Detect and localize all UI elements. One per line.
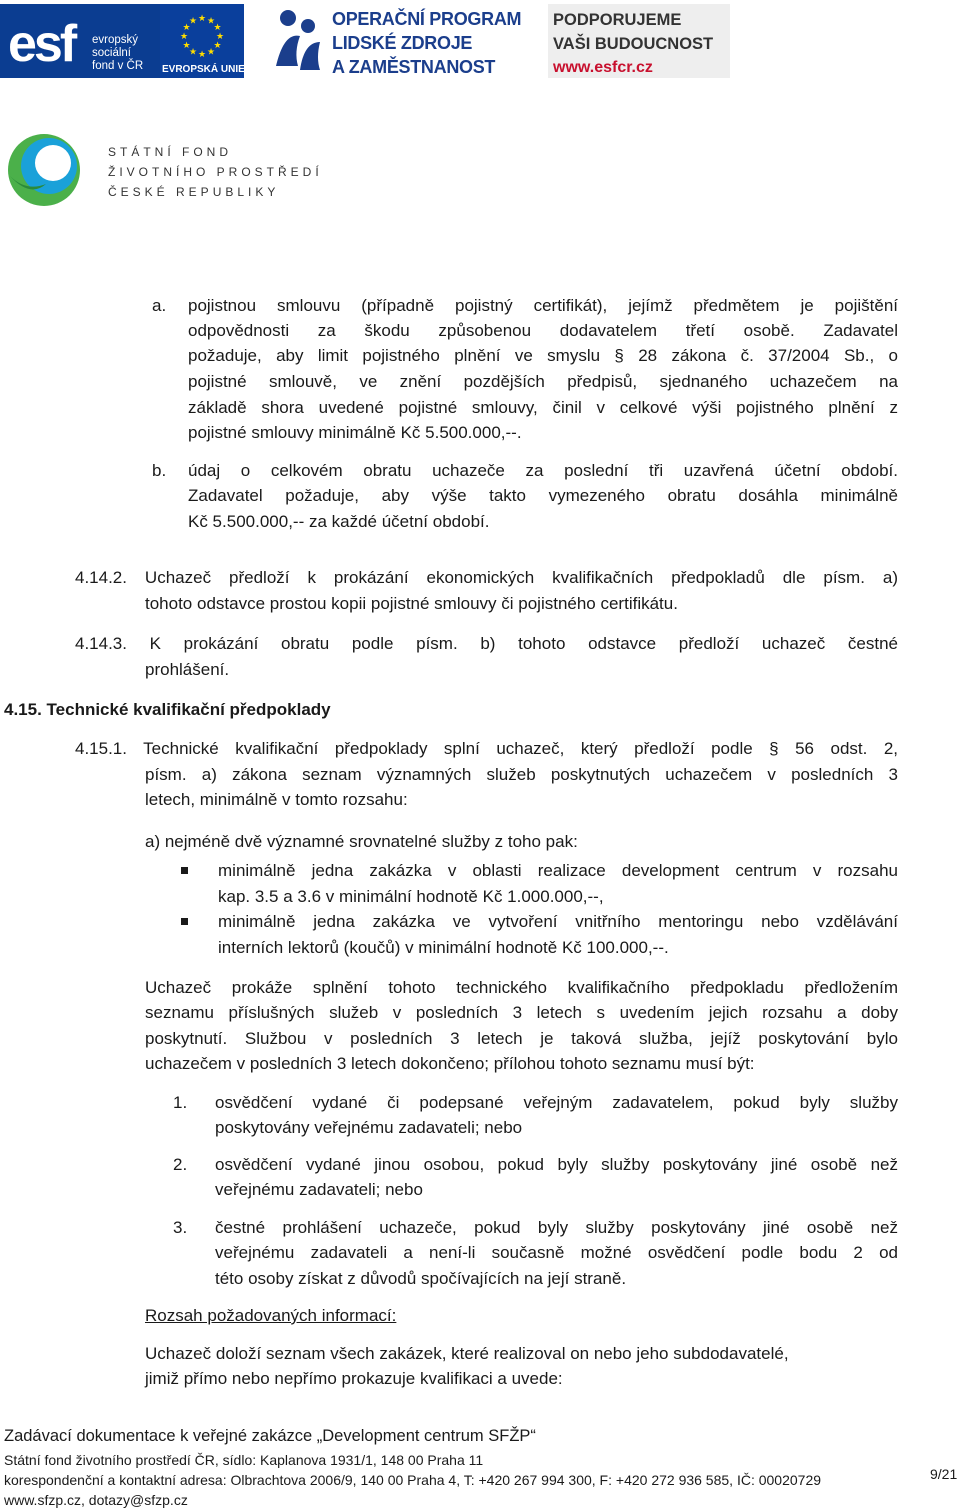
para-4-15-1-cont: letech, minimálně v tomto rozsahu: — [145, 790, 408, 809]
item-a-line: pojistné smlouvy minimálně Kč 5.500.000,--. — [188, 423, 522, 442]
numbered-line: této osoby získat z důvodů spočívajících na její straně. — [215, 1269, 627, 1288]
numbered-line: veřejnému zadavateli a není-li současně možné osvědčení podle bodu 2 od — [215, 1243, 898, 1262]
svg-text:★: ★ — [213, 23, 222, 33]
item-b-line: údaj o celkovém obratu uchazeče za poslední tři uzavřená účetní období. — [188, 461, 898, 480]
item-b-line: Zadavatel požaduje, aby výše takto vymezeného obratu dosáhla minimálně — [188, 486, 898, 505]
bullet-square-icon — [181, 918, 188, 925]
bullet-line: minimálně jedna zakázka v oblasti realizace development centrum v rozsahu — [218, 861, 898, 880]
numbered-line: čestné prohlášení uchazeče, pokud byly služby poskytovány jiné osobě než — [215, 1218, 898, 1237]
support-web: www.esfcr.cz — [553, 59, 653, 76]
support-line-2: VAŠI BUDOUCNOST — [553, 35, 714, 53]
svg-text:★: ★ — [197, 50, 207, 60]
sfzp-logo-icon — [6, 132, 82, 208]
page-number: 9/21 — [930, 1466, 958, 1482]
item-a-line: základě shora uvedené pojistné smlouvy, činil v celkové výši pojistného plnění z — [188, 398, 898, 417]
svg-text:★: ★ — [188, 47, 198, 58]
sfzp-line-3: ČESKÉ REPUBLIKY — [108, 185, 280, 199]
para-4-14-3: 4.14.3. K prokázání obratu podle písm. b) tohoto odstavce předloží uchazeč čestné — [75, 634, 898, 653]
para-4-14-2: 4.14.2. Uchazeč předloží k prokázání ekonomických kvalifikačních předpokladů dle písm. a) — [75, 568, 898, 587]
bullet-square-icon — [181, 867, 188, 874]
numbered-marker: 1. — [173, 1093, 188, 1112]
svg-text:★: ★ — [182, 41, 191, 51]
para-4-15-1-cont: písm. a) zákona seznam významných služeb poskytnutých uchazečem v posledních 3 — [145, 765, 898, 784]
logo-bar — [0, 0, 730, 80]
svg-text:★: ★ — [188, 16, 198, 27]
bullet-line: minimálně jedna zakázka ve vytvoření vnitřního mentoringu nebo vzdělávání — [218, 912, 898, 931]
item-b-line: Kč 5.500.000,-- za každé účetní období. — [188, 512, 490, 531]
item-a-marker: a. — [152, 296, 167, 315]
eu-label: EVROPSKÁ UNIE — [162, 64, 245, 75]
proof-line: uchazečem v posledních 3 letech dokončeno; přílohou tohoto seznamu musí být: — [145, 1054, 755, 1073]
svg-text:★: ★ — [213, 41, 222, 51]
footer-contact: korespondenční a kontaktní adresa: Olbrachtova 2006/9, 140 00 Praha 4, T: +420 267 994 300, F: +420 272 936 585, IČ: 00020729 — [4, 1472, 822, 1488]
sfzp-line-1: STÁTNÍ FOND — [108, 145, 232, 159]
para-4-14-3-cont: prohlášení. — [145, 660, 230, 679]
sfzp-line-2: ŽIVOTNÍHO PROSTŘEDÍ — [108, 165, 323, 179]
item-a-line: požaduje, aby limit pojistného plnění ve smyslu § 28 zákona č. 37/2004 Sb., o — [188, 346, 898, 365]
op-line-3: A ZAMĚSTNANOST — [332, 57, 496, 77]
closing-line: jimiž přímo nebo nepřímo prokazuje kvalifikaci a uvede: — [145, 1369, 563, 1388]
bullet-line: kap. 3.5 a 3.6 v minimální hodnotě Kč 1.000.000,--, — [218, 887, 604, 906]
esf-logo-subtitle: evropský sociální fond v ČR — [92, 34, 144, 72]
svg-text:★: ★ — [206, 16, 216, 27]
para-4-15-1: 4.15.1. Technické kvalifikační předpoklady splní uchazeč, který předloží podle § 56 odst. 2, — [75, 739, 898, 758]
bullet-line: interních lektorů (koučů) v minimální hodnotě Kč 100.000,--. — [218, 938, 669, 957]
rozsah-heading: Rozsah požadovaných informací: — [145, 1306, 397, 1325]
support-logo — [548, 4, 730, 78]
numbered-marker: 2. — [173, 1155, 188, 1174]
para-4-14-2-cont: tohoto odstavce prostou kopii pojistné smlouvy či pojistného certifikátu. — [145, 594, 678, 613]
esf-logo-word: esf — [8, 15, 75, 73]
footer-web-link[interactable]: www.sfzp.cz, dotazy@sfzp.cz — [4, 1492, 188, 1508]
sub-a: a) nejméně dvě významné srovnatelné služby z toho pak: — [145, 832, 578, 851]
closing-line: Uchazeč doloží seznam všech zakázek, které realizoval on nebo jeho subdodavatelé, — [145, 1344, 789, 1363]
numbered-line: veřejnému zadavateli; nebo — [215, 1180, 423, 1199]
eu-logo — [160, 4, 244, 78]
svg-text:★: ★ — [206, 47, 216, 58]
svg-text:★: ★ — [197, 14, 207, 24]
proof-line: poskytnutí. Službou v posledních 3 letech je taková služba, jejíž poskytování bylo — [145, 1029, 898, 1048]
svg-text:★: ★ — [215, 32, 225, 42]
heading-4-15: 4.15. Technické kvalifikační předpoklady — [4, 700, 331, 719]
op-line-1: OPERAČNÍ PROGRAM — [332, 9, 522, 29]
numbered-line: osvědčení vydané jinou osobou, pokud byly služby poskytovány jiné osobě než — [215, 1155, 898, 1174]
footer-address: Státní fond životního prostředí ČR, sídlo: Kaplanova 1931/1, 148 00 Praha 11 — [4, 1452, 484, 1468]
item-b-marker: b. — [152, 461, 167, 480]
item-a-line: pojistnou smlouvu (případně pojistný certifikát), jejímž předmětem je pojištění — [188, 296, 898, 315]
footer-title: Zadávací dokumentace k veřejné zakázce „Development centrum SFŽP“ — [4, 1427, 536, 1445]
support-line-1: PODPORUJEME — [553, 11, 682, 29]
svg-text:★: ★ — [179, 32, 189, 42]
op-logo — [274, 4, 544, 78]
proof-line: seznamu příslušných služeb v posledních 3 letech s uvedením jejich rozsahu a doby — [145, 1003, 898, 1022]
esf-logo — [0, 4, 160, 78]
op-line-2: LIDSKÉ ZDROJE — [332, 33, 473, 53]
numbered-marker: 3. — [173, 1218, 188, 1237]
numbered-line: osvědčení vydané či podepsané veřejným zadavatelem, pokud byly služby — [215, 1093, 898, 1112]
item-a-line: odpovědnosti za škodu způsobenou dodavatelem třetí osobě. Zadavatel — [188, 321, 898, 340]
eu-stars-icon — [166, 8, 238, 62]
proof-line: Uchazeč prokáže splnění tohoto technického kvalifikačního předpokladu předložením — [145, 978, 898, 997]
item-a-line: pojistné smlouvě, ve znění pozdějších předpisů, sjednaného uchazečem na — [188, 372, 898, 391]
numbered-line: poskytovány veřejnému zadavateli; nebo — [215, 1118, 523, 1137]
svg-text:★: ★ — [182, 23, 191, 33]
op-people-icon — [274, 6, 324, 76]
